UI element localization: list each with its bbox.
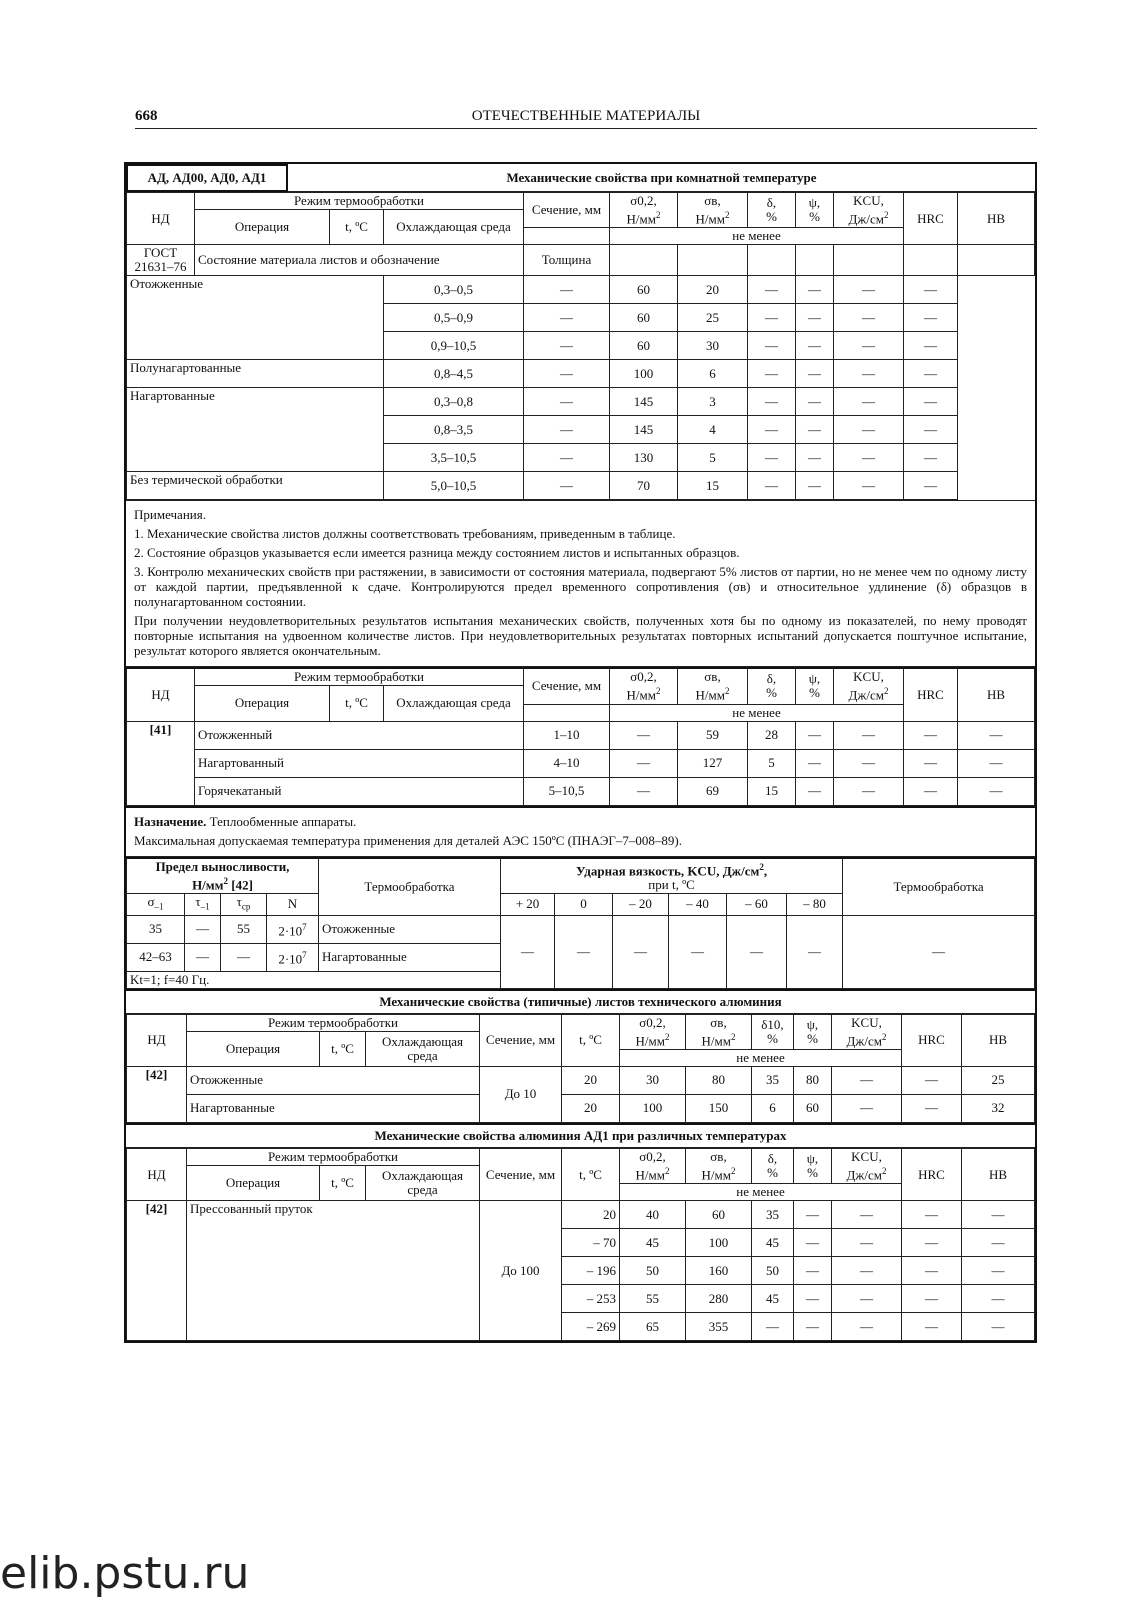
- material-card: [124, 162, 1037, 1343]
- table-fatigue-impact: Предел выносливости, $Н/мм^2$ [42] Термообработка Ударная вязкость, KCU, $Дж/см^2$, при t, ºС Термообработка $\sigma_{-1}$ $\tau_{-1}$ $\tau_{ср}$ N + 20 0 – 20 – 40 – 60 – 80 35 — 55 $2\cdot 10^7$ Отожженные — — — — — — — 42–63 — — $2\cdot 10^7$ Нагартованные Kt=1; f=40 Гц.: [126, 857, 1035, 989]
- max-temp-text: Максимальная допускаемая температура применения для деталей АЭС 150ºС (ПНАЭГ–7–008–89).: [134, 832, 682, 848]
- grade-label: АД, АД00, АД0, АД1: [127, 165, 287, 191]
- table-row: 0,5–0,9 — 60 25 — — — —: [127, 304, 1035, 332]
- table-typical: НД Режим термообработки Сечение, мм t, ºC σ0,2, $Н/мм^2$ σв, $Н/мм^2$ δ10, % ψ, % KCU, $Дж/см^2$ HRC HB Операция t, ºC Охлаждающая среда не менее [42] Отожженные До 10 20 30 80 35 80 — — 25 Нагартованные 20 100 150 6 60 — — 32: [126, 1014, 1035, 1123]
- impact-col-2: 0: [555, 893, 613, 915]
- col-hrc: HRC: [904, 193, 958, 245]
- purpose-text: Теплообменные аппараты.: [206, 813, 357, 829]
- page-header: [135, 108, 1037, 129]
- note-4: При получении неудовлетворительных результатов испытания механических свойств, полученных хотя бы по одному из показателей, по нему проводят повторные испытания на удвоенном количестве листов. При неудовлетворительных результатах повторных испытаний допускается поштучное испытание, результат которого является окончательным.: [134, 613, 1027, 659]
- fatigue-col-tau: $\tau_{-1}$: [185, 893, 221, 915]
- fatigue-heat-header: Термообработка: [319, 858, 501, 915]
- table-row: [41] Отожженный 1–10 — 59 28 — — — —: [127, 721, 1035, 749]
- table-row: Нагартованные 0,3–0,8 — 145 3 — — — —: [127, 388, 1035, 416]
- table-row: Отожженные 0,3–0,5 — 60 20 — — — —: [127, 276, 1035, 304]
- section1-title: Механические свойства при комнатной температуре: [287, 165, 1035, 191]
- col-hb: HB: [958, 193, 1035, 245]
- impact-col-3: – 20: [613, 893, 669, 915]
- table-row: 0,8–3,5 — 145 4 — — — —: [127, 416, 1035, 444]
- table-row: Полунагартованные 0,8–4,5 — 100 6 — — — —: [127, 360, 1035, 388]
- table-row: – 253 55 280 45 — — — —: [127, 1285, 1035, 1313]
- table-row: Без термической обработки 5,0–10,5 — 70 15 — — — —: [127, 472, 1035, 500]
- col-operation: Операция: [195, 210, 330, 245]
- col-sigmab: σв, $Н/мм^2$: [678, 193, 748, 228]
- table-row: Горячекатаный 5–10,5 — 69 15 — — — —: [127, 777, 1035, 805]
- section1-title-table: [126, 164, 1035, 192]
- col-nd: НД: [127, 193, 195, 245]
- col-kcu: KCU, $Дж/см^2$: [834, 193, 904, 228]
- section4-title: Механические свойства алюминия АД1 при различных температурах: [126, 1123, 1035, 1148]
- col-temp: t, ºC: [330, 210, 384, 245]
- section3-title: Механические свойства (типичные) листов технического алюминия: [126, 989, 1035, 1014]
- table-temperatures: НД Режим термообработки Сечение, мм t, ºC σ0,2, $Н/мм^2$ σв, $Н/мм^2$ δ, % ψ, % KCU, $Дж/см^2$ HRC HB Операция t, ºC Охлаждающая среда не менее [42] Прессованный пруток До 100 20 40 60 35 — — — — – 70 45 100 45 — — — — – 196 50 160 50 — — — — – 253 55 280 45 — — — — – 269 65 355 — — — — —: [126, 1148, 1035, 1341]
- thickness-label: Толщина: [524, 245, 610, 276]
- note-3: 3. Контролю механических свойств при растяжении, в зависимости от состояния материала, подвергают 5% листов от партии, но не менее чем по одному листу от каждой партии, предъявленной к сдаче. Контролируются предел временного сопротивления (σв) и относительное удлинение (δ) образцов в полунагартованном состоянии.: [134, 564, 1027, 610]
- impact-heat-header: Термообработка: [843, 858, 1035, 915]
- impact-col-5: – 60: [727, 893, 787, 915]
- notes-block: [126, 500, 1035, 667]
- fatigue-footer: Kt=1; f=40 Гц.: [127, 971, 501, 988]
- nd-gost: ГОСТ 21631–76: [127, 245, 195, 276]
- impact-col-6: – 80: [787, 893, 843, 915]
- col-section: Сечение, мм: [524, 193, 610, 228]
- table-row: Нагартованный 4–10 — 127 5 — — — —: [127, 749, 1035, 777]
- table-row: – 269 65 355 — — — — —: [127, 1313, 1035, 1341]
- col-psi: ψ, %: [796, 193, 834, 228]
- table-ref41: НД Режим термообработки Сечение, мм σ0,2, $Н/мм^2$ σв, $Н/мм^2$ δ, % ψ, % KCU, $Дж/см^2$ HRC HB Операция t, ºC Охлаждающая среда не менее [41] Отожженный 1–10 — 59 28 — — — — Нагартованный 4–10 — 127 5 — — — — Горячекатаный 5–10,5 — 69 15 — — — —: [126, 667, 1035, 805]
- table-row: – 70 45 100 45 — — — —: [127, 1229, 1035, 1257]
- table-row: [42] Прессованный пруток До 100 20 40 60 35 — — — —: [127, 1201, 1035, 1229]
- state-label: Состояние материала листов и обозначение: [195, 245, 524, 276]
- fatigue-col-sigma: $\sigma_{-1}$: [127, 893, 185, 915]
- watermark: elib.pstu.ru: [0, 1548, 250, 1599]
- table-room-temp: [126, 192, 1035, 500]
- col-cooling: Охлаждающая среда: [384, 210, 524, 245]
- col-mode: Режим термообработки: [195, 193, 524, 210]
- not-less-label: не менее: [610, 228, 904, 245]
- impact-col-1: + 20: [501, 893, 555, 915]
- col-delta: δ, %: [748, 193, 796, 228]
- table-row: – 196 50 160 50 — — — —: [127, 1257, 1035, 1285]
- col-sigma02: σ0,2, $Н/мм^2$: [610, 193, 678, 228]
- table-row: 3,5–10,5 — 130 5 — — — —: [127, 444, 1035, 472]
- purpose-block: [126, 806, 1035, 857]
- running-title: ОТЕЧЕСТВЕННЫЕ МАТЕРИАЛЫ: [471, 108, 701, 124]
- note-heading: Примечания.: [134, 507, 206, 523]
- table-row: 0,9–10,5 — 60 30 — — — —: [127, 332, 1035, 360]
- fatigue-title: Предел выносливости, $Н/мм^2$ [42]: [127, 858, 319, 894]
- note-1: 1. Механические свойства листов должны соответствовать требованиям, приведенным в таблице.: [134, 526, 676, 542]
- page-number: 668: [135, 108, 158, 124]
- fatigue-col-taucp: $\tau_{ср}$: [221, 893, 267, 915]
- fatigue-col-n: N: [267, 893, 319, 915]
- purpose-label: Назначение.: [134, 813, 207, 829]
- impact-col-4: – 40: [669, 893, 727, 915]
- impact-title: Ударная вязкость, KCU, $Дж/см^2$, при t, ºС: [501, 858, 843, 894]
- note-2: 2. Состояние образцов указывается если имеется разница между состоянием листов и испытанных образцов.: [134, 545, 740, 561]
